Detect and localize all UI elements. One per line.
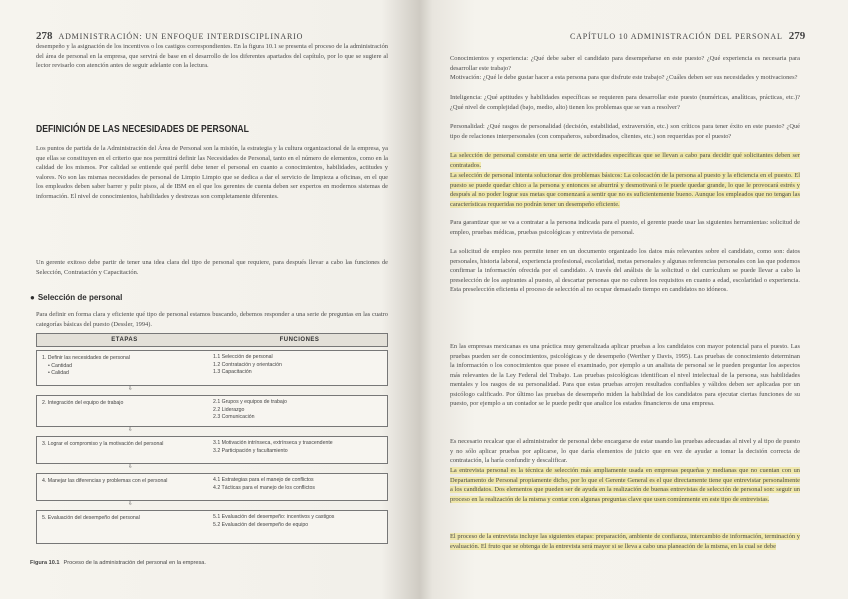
right-paragraph-motivacion: Motivación: ¿Qué le debe gustar hacer a esta persona para que disfrute este trabajo? ¿Cuáles deben ser sus necesidades y motivaciones? — [450, 74, 798, 81]
figure-caption-label: Figura 10.1 — [30, 560, 60, 566]
etapa-label: 4. Manejar las diferencias y problemas con el personal — [42, 478, 168, 484]
section-heading: DEFINICIÓN DE LAS NECESIDADES DE PERSONAL — [36, 123, 249, 135]
left-body-paragraph-1: Los puntos de partida de la Administración del Área de Personal son la misión, la estrategia y la cultura organizacional de la empresa, ya que ellas se constituyen en el criterio que nos permitirá definir las Necesidades de Personal, tanto en el número de elementos, como en la calidad de los mismos. Por calidad se entiende qué perfil debe tener el personal en cuanto a conocimientos, habilidades, actitudes y valores. No son las mismas necesidades de personal de Limpio Limpio que se dedica a dar el servicio de limpieza a oficinas, en el que los empleados deben saber barrer y pulir pisos, al de IBM en el que los gerentes de cuenta deben ser expertos en modernos sistemas de información. El nivel de conocimientos, habilidades y destrezas son completamente diferentes. — [36, 145, 388, 200]
left-intro-paragraph: desempeño y la asignación de los incentivos o los castigos correspondientes. En la figura 10.1 se presenta el proceso de la administración del área de personal en la empresa, que servirá de base en el desarrollo de los diferentes apartados del capítulo, por lo que se sugiere al lector revisarlo con atención antes de seguir adelante con la lectura. — [36, 43, 388, 69]
etapa-label: 3. Lograr el compromiso y la motivación del personal — [42, 441, 164, 447]
right-paragraph-inteligencia: Inteligencia: ¿Qué aptitudes y habilidades específicas se requieren para desarrollar este puesto (numéricas, analíticas, prácticas, etc.)? ¿Qué nivel de complejidad (bajo, medio, alto) tienen los problemas que se van a resolver? — [450, 94, 800, 111]
funcion-item: 5.2 Evaluación del desempeño de equipo — [213, 521, 309, 528]
right-paragraph-proceso-entrevista — [450, 532, 800, 561]
left-body-paragraph-2: Un gerente exitoso debe partir de tener una idea clara del tipo de personal que requiere, para después llevar a cabo las funciones de Selección, Contratación y Capacitación. — [36, 259, 388, 276]
funcion-item: 3.2 Participación y facultamiento — [213, 447, 288, 454]
funcion-item: 4.2 Tácticas para el manejo de los conflictos — [213, 484, 315, 491]
right-paragraph-conocimientos: Conocimientos y experiencia: ¿Qué debe saber el candidato para desempeñarse en este puesto? ¿Qué experiencia es necesaria para desarrollar este trabajo? — [450, 55, 800, 72]
left-running-head — [36, 30, 303, 42]
funcion-item: 3.1 Motivación intrínseca, extrínseca y trascendente — [213, 440, 333, 446]
down-arrow-icon: ⇩ — [128, 385, 134, 392]
funcion-item: 2.2 Liderazgo — [213, 406, 245, 413]
column-header-etapas: ETAPAS — [111, 337, 138, 343]
right-page — [428, 0, 848, 599]
funcion-item: 2.1 Grupos y equipos de trabajo — [213, 399, 287, 405]
figure-caption-text: Proceso de la administración del personal en la empresa. — [63, 560, 206, 566]
figure-row-1 — [36, 350, 388, 386]
funcion-item: 1.3 Capacitación — [213, 369, 252, 375]
left-page — [0, 0, 420, 599]
etapa-sub-item: • Calidad — [48, 370, 69, 376]
etapa-label: 2. Integración del equipo de trabajo — [42, 400, 124, 406]
funcion-item: 2.3 Comunicación — [213, 414, 255, 420]
figure-row-4 — [36, 473, 388, 501]
right-running-head — [570, 30, 805, 42]
figure-header — [36, 333, 388, 347]
right-paragraph-recalcar: Es necesario recalcar que el administrador de personal debe encargarse de estar usando las pruebas adecuadas al nivel y al tipo de puesto y no sólo aplicar pruebas por aplicarse, lo que daría elementos de juicio que en vez de ayudar a tomar la decisión correcta de contratación, la haría confundir y descalificar. — [450, 438, 800, 464]
funcion-item: 4.1 Estrategias para el manejo de conflictos — [213, 477, 314, 483]
figure-caption — [30, 560, 206, 566]
funcion-item: 1.1 Selección de personal — [213, 354, 273, 360]
etapa-label: 5. Evaluación del desempeño del personal — [42, 515, 140, 521]
left-running-head-text: ADMINISTRACIÓN: UN ENFOQUE INTERDISCIPLINARIO — [58, 32, 304, 41]
figure-row-5 — [36, 510, 388, 544]
figure-process-table — [36, 333, 388, 555]
right-paragraph-pruebas: En las empresas mexicanas es una práctica muy generalizada aplicar pruebas a los candidatos con mayor potencial para el puesto. Las pruebas pueden ser de conocimientos, psicológicas y de desempeño (Werther y Davis, 1995). Las pruebas de conocimiento determinan la información o los conocimientos que posee el examinado, por ejemplo a un analista de personal se le pueden preguntar los aspectos más relevantes de la Ley Federal del Trabajo. Las pruebas psicológicas identifican el nivel intelectual de la persona, sus habilidades mentales y los rasgos de su personalidad. Para que estas pruebas arrojen resultados confiables y válidos deben ser aplicadas por un psicólogo calificado. Por último las pruebas de desempeño miden la habilidad de los candidatos para ejecutar ciertas funciones de su puesto, por ejemplo a un contador se le puede pedir que analice los estados financieros de una empresa. — [450, 343, 800, 407]
funcion-item: 5.1 Evaluación del desempeño: incentivos y castigos — [213, 514, 335, 520]
down-arrow-icon: ⇩ — [128, 463, 134, 470]
etapa-sub-item: • Cantidad — [48, 362, 73, 369]
down-arrow-icon: ⇩ — [128, 500, 134, 507]
figure-row-2 — [36, 395, 388, 427]
left-body-paragraph-3: Para definir en forma clara y eficiente qué tipo de personal estamos buscando, debemos responder a una serie de preguntas en las cuatro categorías básicas del puesto (Dessler, 1994). — [36, 311, 388, 328]
highlighted-text: La entrevista personal es la técnica de selección más ampliamente usada en empresas pequeñas y medianas que no cuentan con un Departamento de Personal propiamente dicho, por lo que el Gerente General es el que directamente tiene que entrevistar personalmente a los candidatos. Dos elementos que pueden ser de ayuda en la realización de buenas entrevistas de selección de personal son: seguir un proceso en la realización de la misma y contar con algunas preguntas clave que usen comúnmente en este tipo de entrevistas. — [450, 467, 800, 503]
highlighted-text: La selección de personal consiste en una serie de actividades específicas que se llevan a cabo para decidir qué solicitantes deben ser contratados. — [450, 152, 800, 169]
bullet-icon: ● — [30, 293, 35, 302]
right-paragraph-herramientas: Para garantizar que se va a contratar a la persona indicada para el puesto, el gerente puede usar las siguientes herramientas: solicitud de empleo, pruebas médicas, pruebas psicológicas y entrevista de personal. — [450, 219, 800, 236]
right-paragraph-seleccion-problemas — [450, 171, 800, 218]
highlighted-text: La selección de personal intenta solucionar dos problemas básicos: La colocación de la persona al puesto y la eficiencia en el puesto. El puesto se puede quedar chico a la persona y entonces se aburrirá y desmotivará o le puede quedar grande, lo que le provocará estrés y después al no poder lograr sus metas que comenzará a sentir que no es suficientemente bueno. Aunque los empleados que no tengan las características requeridas no podrán tener un desempeño eficiente. — [450, 172, 800, 208]
funcion-item: 1.2 Contratación y orientación — [213, 361, 282, 368]
etapa-label: 1. Definir las necesidades de personal — [42, 355, 130, 361]
subsection-heading — [30, 293, 122, 302]
subsection-heading-text: Selección de personal — [37, 293, 123, 302]
left-page-number: 278 — [36, 30, 53, 42]
highlighted-text: El proceso de la entrevista incluye las siguientes etapas: preparación, ambiente de confianza, intercambio de información, terminación y evaluación. El fruto que se obtenga de la entrevista será mayor si se lleva a cabo una planeación de la misma, en la cual se debe — [450, 533, 800, 550]
column-header-funciones: FUNCIONES — [279, 337, 320, 343]
right-running-head-text: CAPÍTULO 10 ADMINISTRACIÓN DEL PERSONAL — [570, 32, 783, 41]
right-page-number: 279 — [788, 30, 806, 42]
right-paragraph-seleccion-def — [450, 151, 800, 170]
right-paragraph-personalidad: Personalidad: ¿Qué rasgos de personalidad (decisión, estabilidad, extraversión, etc.) son críticos para tener éxito en este puesto? ¿Qué tipo de relaciones interpersonales (con compañeros, subordinados, clientes, etc.) son requeridas por el puesto? — [450, 123, 800, 140]
right-paragraph-solicitud: La solicitud de empleo nos permite tener en un documento organizado los datos más relevantes sobre el candidato, como son: datos personales, historia laboral, experiencia profesional, escolaridad, metas personales y algunas referencias personales con las que podemos confirmar la información ofrecida por el candidato. A través del análisis de la solicitud o del currículum se puede llevar a cabo la preselección de los aspirantes al puesto, al descartar personas que no cubren los requisitos en cuanto a edad, escolaridad o experiencia. Esta preselección eficienta el proceso de selección al no ocupar demasiado tiempo en candidatos no idóneos. — [450, 248, 800, 293]
down-arrow-icon: ⇩ — [128, 426, 134, 433]
right-paragraph-entrevista — [450, 466, 800, 532]
figure-row-3 — [36, 436, 388, 464]
